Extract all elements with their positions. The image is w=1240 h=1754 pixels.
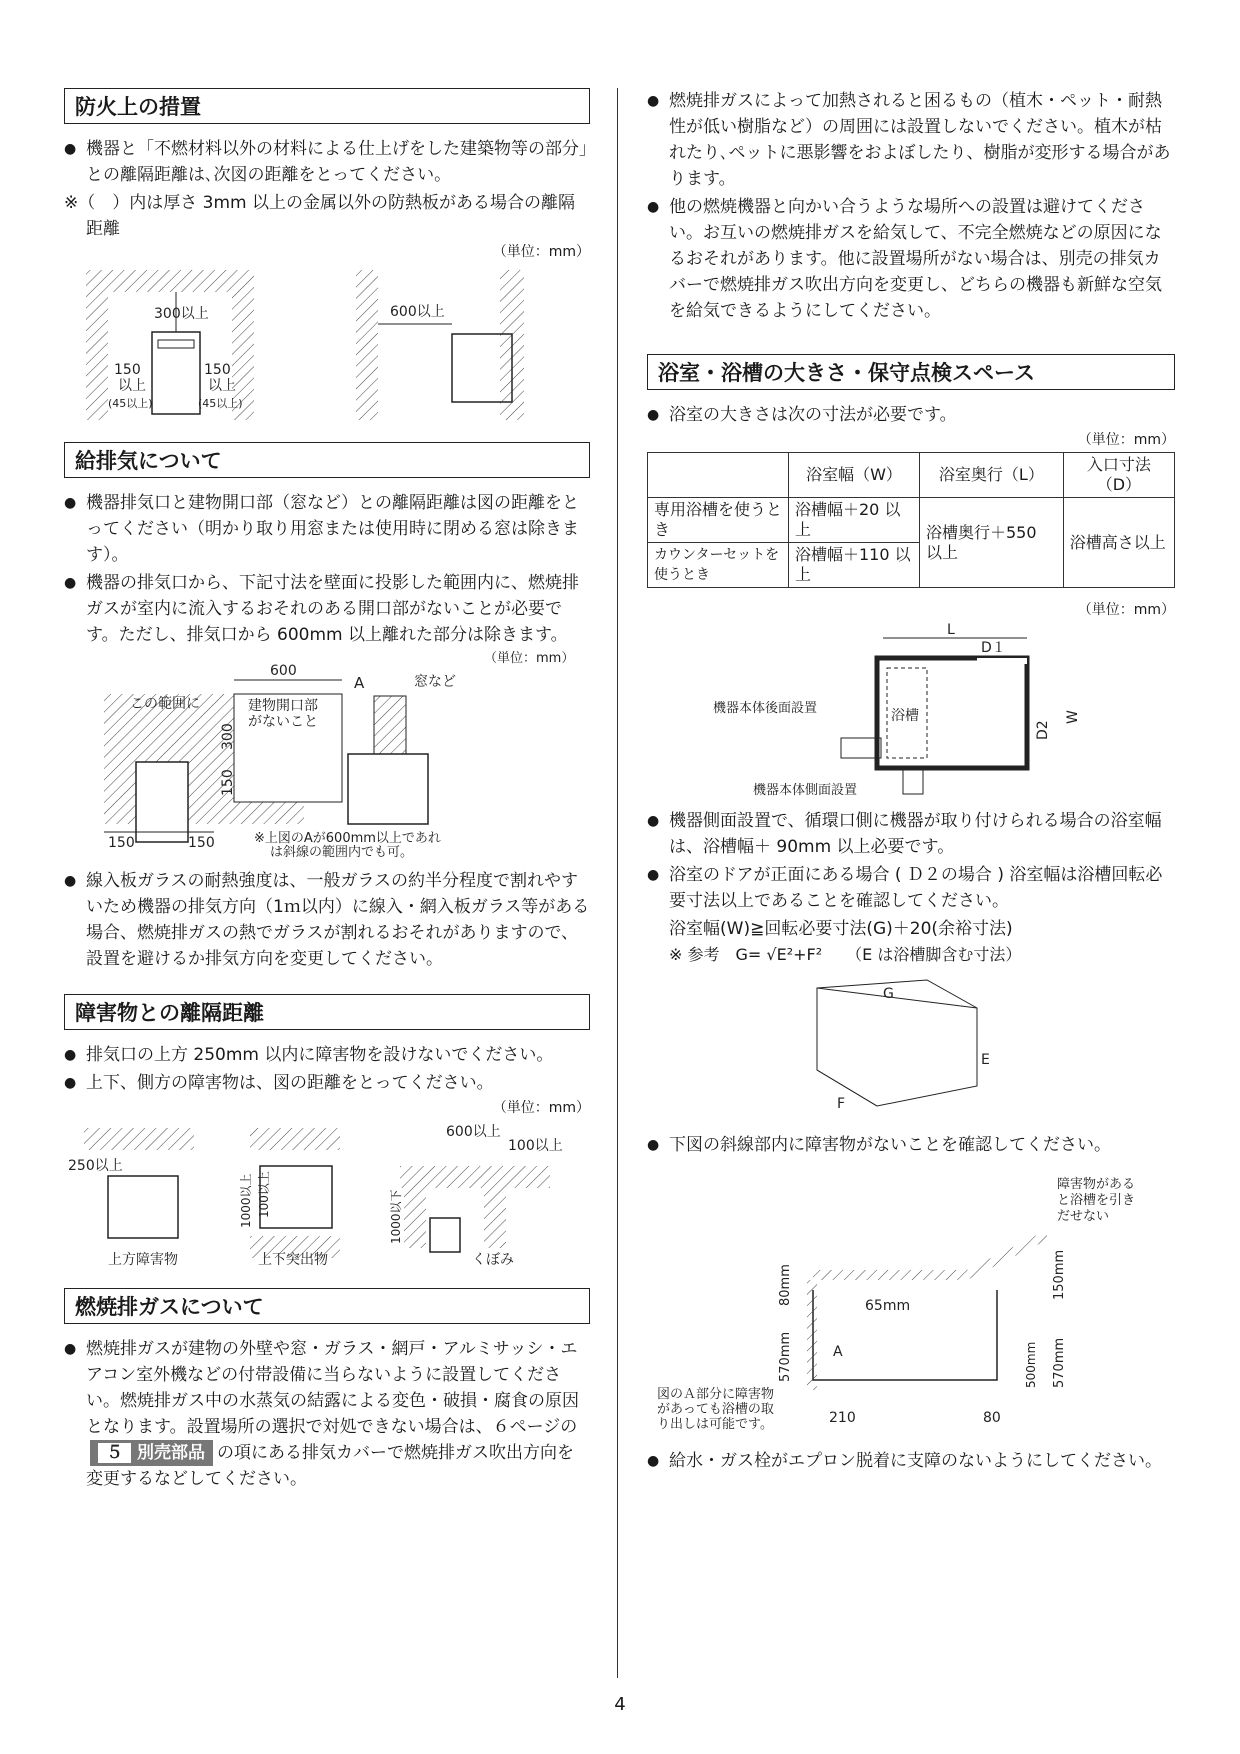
- table-header-3: 入口寸法（D）: [1063, 453, 1174, 498]
- exhaust-fig-opening2: がないこと: [248, 714, 318, 730]
- clr-fig-obs2: と浴槽を引き: [1057, 1193, 1136, 1208]
- tub-fig-e: E: [981, 1052, 990, 1068]
- bath-fig-w: W: [1065, 710, 1081, 724]
- exhaust-fig-150: 150: [220, 769, 236, 796]
- obstacle-bullet-2: ● 上下、側方の障害物は、図の距離をとってください。: [64, 1070, 590, 1096]
- page-number: 4: [614, 1694, 626, 1715]
- exhaust-fig-300: 300: [220, 723, 236, 750]
- right-column: [647, 88, 1175, 1476]
- section-title-bath: 浴室・浴槽の大きさ・保守点検スペース: [647, 354, 1175, 390]
- exhaust-bullet-1: ● 機器排気口と建物開口部（窓など）との離隔距離は図の距離をとってください（明かり取り用窓または使用時に閉める窓は除きます）。: [64, 490, 590, 568]
- table-r2c1: カウンターセットを使うとき: [648, 543, 789, 588]
- clr-fig-obs3: だせない: [1057, 1209, 1110, 1224]
- fire-note: ※（ ）内は厚さ 3mm 以上の金属以外の防熱板がある場合の離隔距離: [64, 193, 575, 239]
- bath-unit: （単位：mm）: [1077, 432, 1175, 448]
- exhaust-range-figure: [64, 650, 590, 858]
- exhaust-fig-opening1: 建物開口部: [248, 698, 318, 714]
- exhaust-fig-range: この範囲に: [130, 696, 200, 712]
- fire-fig-front: 600以上: [390, 304, 445, 320]
- fire-fig-side3b: (45以上): [198, 397, 243, 410]
- obstacle-fig-cap3: くぼみ: [472, 1252, 514, 1268]
- clr-fig-a: A: [833, 1344, 843, 1360]
- exhaust-fig-w150a: 150: [108, 835, 135, 851]
- column-divider: [617, 88, 618, 1678]
- bath-formula: 浴室幅(W)≧回転必要寸法(G)＋20(余裕寸法): [669, 919, 1013, 939]
- exhaust-bullet-3: ● 線入板ガラスの耐熱強度は、一般ガラスの約半分程度で割れやすいため機器の排気方向（1ｍ以内）に線入・網入板ガラス等がある場合、燃焼排ガスの熱でガラスが割れるおそれがありますので、設置を避けるか排気方向を変更してください。: [64, 868, 590, 972]
- exhaust-fig-note2: は斜線の範囲内でも可。: [270, 845, 414, 858]
- tub-fig-g: G: [883, 986, 894, 1002]
- right-bullet-2: ● 他の燃焼機器と向かい合うような場所への設置は避けてください。お互いの燃焼排ガスを給気して、不完全燃焼などの原因になるおそれがあります。他に設置場所がない場合は、別売の排気カバーで燃焼排ガス吹出方向を変更し、どちらの機器も新鮮な空気を給気できるようにしてください。: [647, 194, 1175, 324]
- obstacle-fig-cap2: 上下突出物: [258, 1252, 328, 1268]
- bath-size-table: [647, 452, 1175, 588]
- obstacle-unit: （単位：mm）: [492, 1100, 590, 1116]
- bath-fig-d2: D2: [1035, 720, 1051, 740]
- bath-bullet-1: ● 浴室の大きさは次の寸法が必要です。: [647, 402, 1175, 428]
- gas-bullet-1-text-a: 燃焼排ガスが建物の外壁や窓・ガラス・網戸・アルミサッシ・エアコン室外機などの付帯設備に当らないように設置してください。燃焼排ガス中の水蒸気の結露による変色・破損・腐食の原因となります。設置場所の選択で対処できない場合は、６ページの: [86, 1339, 579, 1437]
- table-header-2: 浴室奥行（L）: [920, 453, 1064, 498]
- exhaust-fig-window: 窓など: [414, 674, 456, 690]
- section-title-exhaust: 給排気について: [64, 442, 590, 478]
- bath-fig-d1: D１: [981, 640, 1006, 656]
- obstacle-fig-250: 250以上: [68, 1158, 123, 1174]
- ref-label-number: ５: [98, 1443, 131, 1463]
- tub-rotation-figure: [647, 968, 1175, 1118]
- obstacle-fig-1000b: 1000以下: [389, 1189, 403, 1244]
- left-column: [64, 88, 590, 1494]
- fire-bullet-1: ● 機器と「不燃材料以外の材料による仕上げをした建築物等の部分」との離隔距離は､次図の距離をとってください。: [64, 136, 590, 188]
- section-title-gas: 燃焼排ガスについて: [64, 1288, 590, 1324]
- ref-label-optional-parts[interactable]: [90, 1440, 213, 1466]
- exhaust-unit: （単位：mm）: [484, 651, 575, 666]
- bath-fig-l: L: [947, 622, 955, 638]
- bath-bullet-3: ● 浴室のドアが正面にある場合 ( Ｄ２の場合 ) 浴室幅は浴槽回転必要寸法以上であることを確認してください。: [647, 862, 1175, 914]
- bath-bullet-2: ● 機器側面設置で、循環口側に機器が取り付けられる場合の浴室幅は、浴槽幅＋ 90mm 以上必要です。: [647, 808, 1175, 860]
- clearance-figure: [647, 1160, 1175, 1430]
- obstacle-bullet-1: ● 排気口の上方 250mm 以内に障害物を設けないでください。: [64, 1042, 590, 1068]
- bath-bullet-5: ● 給水・ガス栓がエプロン脱着に支障のないようにしてください。: [647, 1448, 1175, 1474]
- fire-fig-side1a: 150: [114, 362, 141, 378]
- table-r1c2: 浴槽幅＋20 以上: [789, 498, 920, 543]
- bath-layout-figure: [647, 620, 1175, 798]
- obstacle-figure: [64, 1118, 590, 1268]
- fire-fig-side1b: 150: [204, 362, 231, 378]
- clr-fig-570: 570mm: [778, 1331, 793, 1382]
- bath-reference: ※ 参考 G= √E²+F² （E は浴槽脚含む寸法）: [669, 945, 1022, 964]
- table-c3: 浴槽奥行＋550 以上: [920, 498, 1064, 588]
- fire-fig-side3a: (45以上): [108, 397, 153, 410]
- exhaust-fig-600: 600: [270, 663, 297, 679]
- tub-fig-f: F: [837, 1096, 846, 1112]
- obstacle-fig-cap1: 上方障害物: [108, 1252, 178, 1268]
- fire-fig-top: 300以上: [154, 306, 209, 322]
- section-title-fire: 防火上の措置: [64, 88, 590, 124]
- exhaust-fig-w150b: 150: [188, 835, 215, 851]
- clr-fig-210: 210: [829, 1410, 856, 1426]
- table-r1c1: 専用浴槽を使うとき: [648, 498, 789, 543]
- clr-fig-500: 500mm: [1024, 1341, 1038, 1388]
- table-header-0: [648, 453, 789, 498]
- gas-bullet-1: [64, 1336, 590, 1492]
- obstacle-fig-100b: 100以上: [508, 1138, 563, 1154]
- exhaust-fig-note1: ※上図のAが600mm以上であれ: [254, 831, 441, 846]
- gas-bullet-1-text-b: の項にある排気カバーで燃焼排ガス吹出方向を変更するなどしてください。: [86, 1443, 574, 1489]
- table-c4: 浴槽高さ以上: [1063, 498, 1174, 588]
- obstacle-fig-600: 600以上: [446, 1124, 501, 1140]
- exhaust-fig-a: A: [354, 674, 365, 692]
- section-title-obstacle: 障害物との離隔距離: [64, 994, 590, 1030]
- fire-fig-side2b: 以上: [208, 378, 236, 394]
- obstacle-fig-100a: 100以上: [257, 1171, 271, 1218]
- obstacle-fig-1000a: 1000以上: [239, 1173, 253, 1228]
- clr-fig-80b: 80: [983, 1410, 1001, 1426]
- bath-fig-tub: 浴槽: [891, 708, 919, 724]
- clr-fig-n1: 図のＡ部分に障害物: [657, 1387, 775, 1402]
- ref-label-text: 別売部品: [137, 1443, 205, 1463]
- bath-bullet-4: ● 下図の斜線部内に障害物がないことを確認してください。: [647, 1132, 1175, 1158]
- bath-unit-2: （単位：mm）: [1077, 602, 1175, 618]
- exhaust-bullet-2: ● 機器の排気口から、下記寸法を壁面に投影した範囲内に、燃焼排ガスが室内に流入するおそれのある開口部がないことが必要です。ただし、排気口から 600mm 以上離れた部分は除きます。: [64, 570, 590, 648]
- bath-fig-side: 機器本体側面設置: [753, 783, 858, 798]
- fire-unit: （単位：mm）: [492, 244, 590, 260]
- clr-fig-n2: があっても浴槽の取: [657, 1402, 774, 1417]
- right-bullet-1: ● 燃焼排ガスによって加熱されると困るもの（植木・ペット・耐熱性が低い樹脂など）の周囲には設置しないでください。植木が枯れたり､ペットに悪影響をおよぼしたり、樹脂が変形する場合があります。: [647, 88, 1175, 192]
- table-r2c2: 浴槽幅＋110 以上: [789, 543, 920, 588]
- table-header-1: 浴室幅（W）: [789, 453, 920, 498]
- fire-distance-figure: [64, 262, 590, 432]
- bath-fig-rear: 機器本体後面設置: [713, 701, 818, 716]
- clr-fig-n3: り出しは可能です。: [657, 1417, 773, 1430]
- fire-fig-side2a: 以上: [118, 378, 146, 394]
- clr-fig-obs1: 障害物がある: [1057, 1177, 1136, 1192]
- clr-fig-150: 150mm: [1052, 1249, 1067, 1300]
- clr-fig-570b: 570mm: [1052, 1337, 1067, 1388]
- clr-fig-65: 65mm: [865, 1298, 911, 1314]
- clr-fig-80: 80mm: [778, 1264, 793, 1306]
